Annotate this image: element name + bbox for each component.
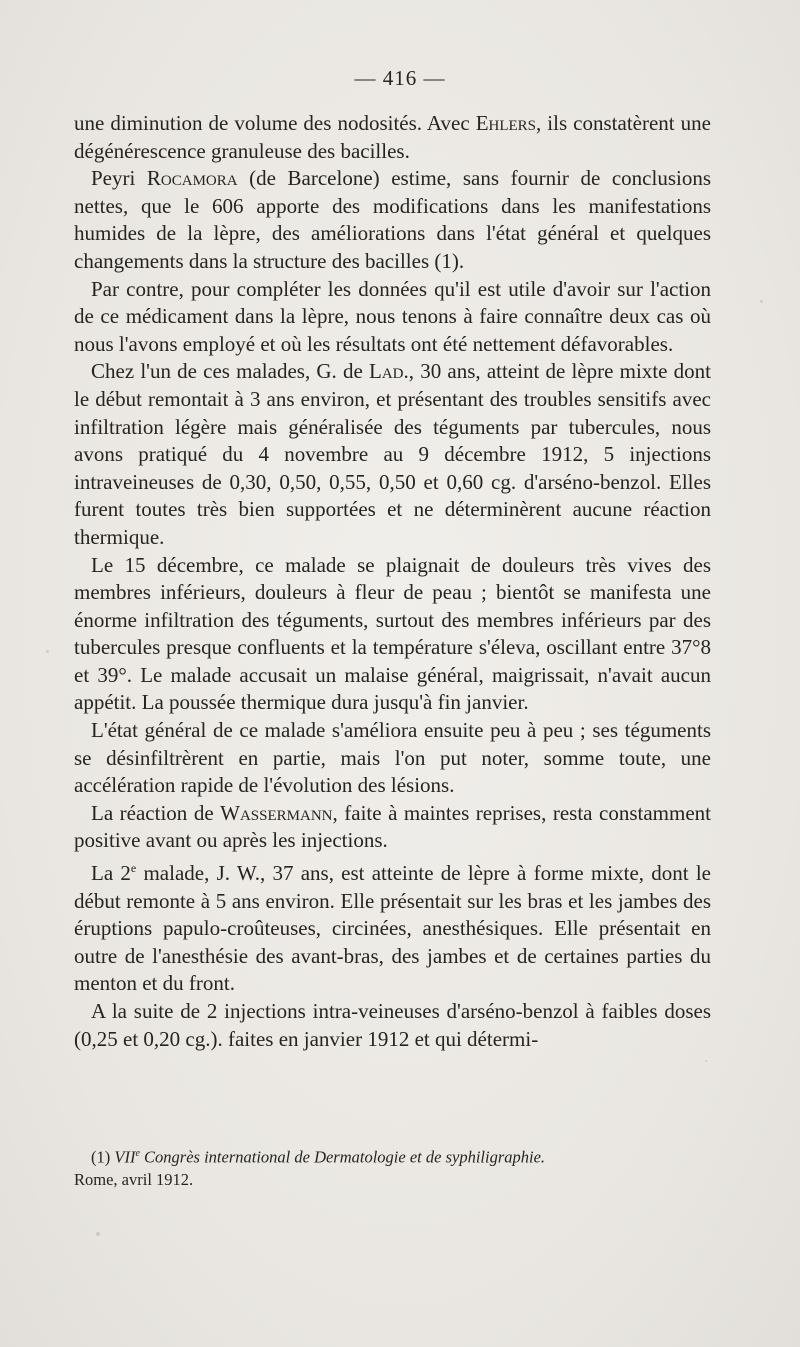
footnote-line bbox=[74, 1143, 711, 1169]
paragraph-text: , ils constatèrent une dégénérescence granuleuse des bacilles. bbox=[74, 111, 711, 163]
paper-speck bbox=[705, 1060, 707, 1062]
footnote-title: Congrès international de Dermatologie et de syphiligraphie. bbox=[139, 1147, 546, 1167]
footnote-title: VII bbox=[114, 1147, 136, 1167]
paragraph-text: La réaction de bbox=[91, 800, 221, 825]
footnote bbox=[74, 1143, 711, 1191]
paragraph-text: A la suite de 2 injections intra-veineuses d'arséno-benzol à faibles doses (0,25 et 0,20 cg.). faites en janvier 1912 et qui détermi- bbox=[74, 999, 711, 1051]
paragraph-text: une diminution de volume des nodosités. Avec bbox=[74, 111, 476, 135]
paragraph-text: L'état général de ce malade s'améliora ensuite peu à peu ; ses téguments se désinfiltrèrent en partie, mais l'on put noter, somme toute, une accélération rapide de l'évolution des lésions. bbox=[74, 718, 711, 798]
paragraph-text: Peyri bbox=[91, 166, 147, 191]
footnote-title-superscript: e bbox=[135, 1148, 140, 1159]
author-name-rocamora: Rocamora bbox=[146, 166, 238, 191]
paragraph-5 bbox=[74, 552, 711, 718]
page-number: — 416 — bbox=[354, 66, 446, 90]
paragraph-text: , faite à maintes reprises, resta constamment positive avant ou après les injections. bbox=[74, 800, 711, 853]
footnote-marker: (1) bbox=[91, 1147, 115, 1167]
ordinal-superscript: e bbox=[130, 861, 137, 876]
paper-speck bbox=[760, 300, 763, 303]
author-name-ehlers: Ehlers bbox=[475, 111, 537, 135]
paragraph-9 bbox=[74, 998, 711, 1053]
paragraph-6 bbox=[74, 717, 711, 800]
paragraph-text: (de Barcelone) estime, sans fournir de conclusions nettes, que le 606 apporte des modifications dans les manifestations humides de la lèpre, des améliorations dans l'état général et quelques changements dans la structure des bacilles (1). bbox=[74, 166, 712, 273]
paragraph-text: malade, J. W., 37 ans, est atteinte de lèpre à forme mixte, dont le début remonte à 5 ans environ. Elle présentait sur les bras et les jambes des éruptions papulo-croûteuses, circinées, anesthésiques. Elle présentait en outre de l'anesthésie des avant-bras, des jambes et de certaines parties du menton et du front. bbox=[74, 861, 711, 996]
paragraph-7 bbox=[74, 800, 711, 855]
paragraph-8 bbox=[74, 855, 711, 998]
paragraph-text: Chez l'un de ces malades, G. de bbox=[91, 359, 370, 384]
paper-speck bbox=[46, 650, 49, 653]
paragraph-text: Le 15 décembre, ce malade se plaignait de douleurs très vives des membres inférieurs, douleurs à fleur de peau ; bientôt se manifesta une énorme infiltration des téguments, surtout des membres inférieurs par des tubercules presque confluents et la température s'éleva, oscillant entre 37°8 et 39°. Le malade accusait un malaise général, maigrissait, n'avait aucun appétit. La poussée thermique dura jusqu'à fin janvier. bbox=[74, 552, 711, 715]
paragraph-text: La 2 bbox=[91, 861, 131, 886]
paper-speck bbox=[96, 1232, 100, 1236]
paragraph-4 bbox=[74, 358, 711, 551]
paragraph-2 bbox=[74, 165, 711, 275]
paragraph-text: Par contre, pour compléter les données qu'il est utile d'avoir sur l'action de ce médicament dans la lèpre, nous tenons à faire connaître deux cas où nous l'avons employé et où les résultats ont été nettement défavorables. bbox=[74, 276, 711, 356]
paragraph-3 bbox=[74, 276, 711, 359]
footnote-place-text: Rome, avril 1912. bbox=[74, 1169, 194, 1189]
author-name-wassermann: Wassermann bbox=[220, 800, 333, 825]
paragraph-1 bbox=[74, 110, 711, 165]
patient-name-lad: Lad bbox=[369, 359, 404, 384]
paragraph-text: ., 30 ans, atteint de lèpre mixte dont le début remontait à 3 ans environ, et présentant des troubles sensitifs avec infiltration légère mais généralisée des téguments par tubercules, nous avons pratiqué du 4 novembre au 9 décembre 1912, 5 injections intraveineuses de 0,30, 0,50, 0,55, 0,50 et 0,60 cg. d'arséno-benzol. Elles furent toutes très bien supportées et ne déterminèrent aucune réaction thermique. bbox=[74, 359, 711, 549]
footnote-place bbox=[74, 1169, 711, 1191]
body-text bbox=[74, 110, 711, 1053]
